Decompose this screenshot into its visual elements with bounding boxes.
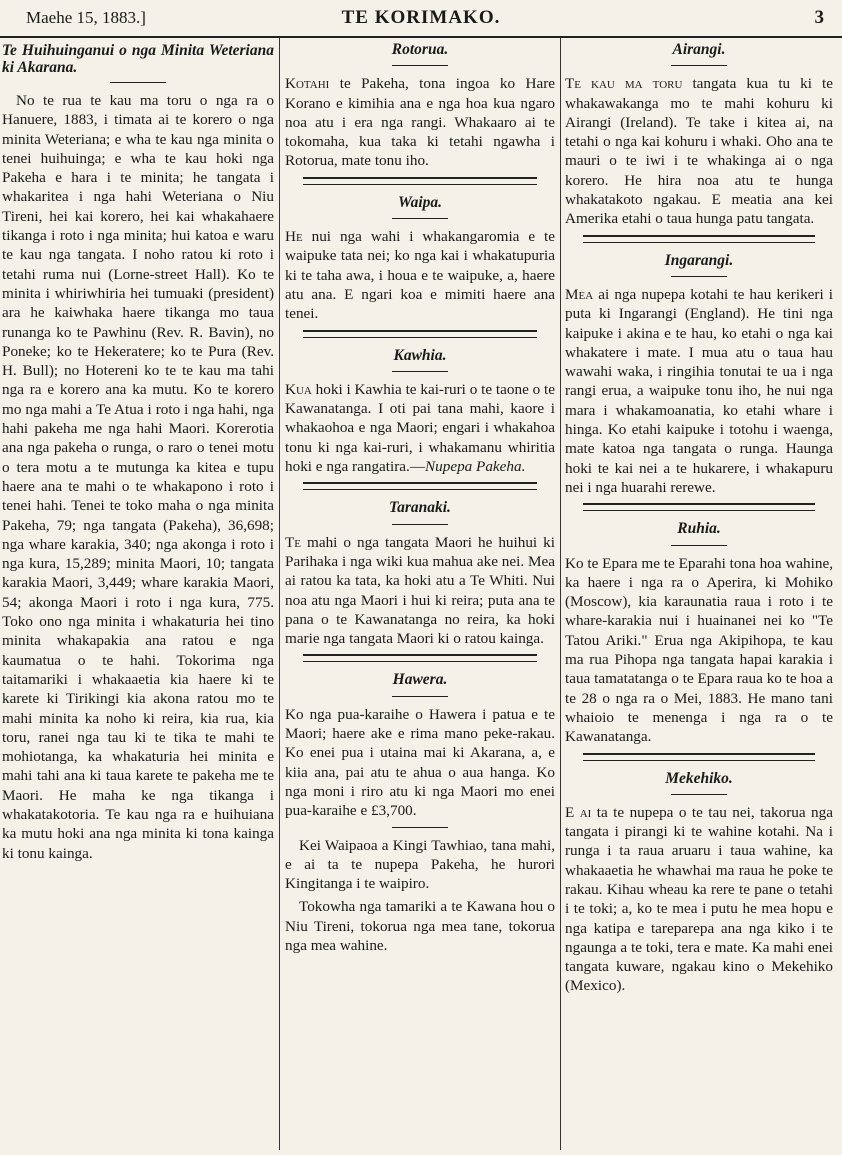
divider	[671, 545, 727, 546]
lead-word: Kua	[285, 380, 312, 398]
article-kawhia	[285, 380, 555, 476]
section-title-hawera: Hawera.	[392, 671, 448, 689]
section-title-airangi: Airangi.	[672, 41, 726, 58]
section-title-taranaki: Taranaki.	[389, 499, 451, 517]
divider	[110, 82, 166, 83]
divider	[392, 65, 448, 66]
column-divider	[560, 38, 561, 1150]
article-taranaki	[285, 533, 555, 649]
section-title-kawhia: Kawhia.	[393, 346, 447, 364]
lead-word: Kotahi	[285, 75, 330, 93]
page-header	[0, 0, 842, 38]
column-1	[2, 38, 274, 1150]
article-source: Nupepa Pakeha.	[425, 458, 526, 476]
divider	[671, 65, 727, 66]
section-divider	[303, 177, 537, 185]
lead-word: Te	[285, 533, 301, 551]
article-text: ta te nupepa o te tau nei, takorua nga tangata i pirangi ki te wahine kotahi. Na i runga i ta raua aruaru i taua wahine, ka whakaaetia he whawhai ma raua he poke te rakau. Kihau wheau ka rere te pane o tetahi i te toki; a, ko te mea i putu he mea hopu e nga katipa e tareparepa ana nga kiko i te ngaunga a te toki, tera e mate. Ka mahi enei tangata kuware, ngakau kino o Mekehiko (Mexico).	[565, 803, 833, 995]
article-tawhiao: Kei Waipaoa a Kingi Tawhiao, tana mahi, e ai ta te nupepa Pakeha, he hurori Kingitanga i te waipiro.	[285, 836, 555, 893]
section-title-waipa: Waipa.	[397, 193, 443, 211]
divider	[392, 371, 448, 372]
article-waipa	[285, 227, 555, 323]
article-text: mahi o nga tangata Maori he huihui ki Parihaka i nga wiki kua mahua ake nei. Mea ai ratou ka tata, ka hoki atu a Te Whiti. Nui noa atu nga Maori i hui ki reira; puta ana te pana o te Kawanatanga no reira, ka hoki marie nga tangata Maori ki o ratou kainga.	[285, 533, 555, 648]
divider	[392, 827, 448, 828]
section-divider	[303, 330, 537, 338]
lead-word: He	[285, 228, 303, 246]
divider	[392, 696, 448, 697]
divider	[671, 276, 727, 277]
divider	[392, 218, 448, 219]
section-title-ingarangi: Ingarangi.	[664, 251, 734, 269]
section-title-rotorua: Rotorua.	[391, 41, 449, 58]
article-text: ai nga nupepa kotahi te hau kerikeri i puta ki Ingarangi (England). He tini nga kaipuke i akina e te hau, ko etahi o nga kai whakatere i mate. I mua atu o taua hau wawahi waka, i ringihia tonutai te ua i nga rangi erua, a waipuke tonu iho, he nui nga mara i whakamoanatia, ko etahi whare i hinga. Ko etahi kaipuke i totohu i waenga, mate katoa nga tangata o runga. Haunga hoki te kai nei a te hukarere, i whakapuru nei i nga huarahi rerewe.	[565, 285, 833, 496]
article-text: tangata kua tu ki te whakawakanga mo te mahi kohuru ki Airangi (Ireland). Te take i kitea ai, na tetahi o nga kai kohuru i whaki. Oho ana te mauri o te iwi i te whakinga ai o nga korero. He hira noa atu te hunga whakatakoto ngakau. E meatia ana kei Amerika etahi o taua hunga patu tangata.	[565, 75, 833, 228]
lead-word: E ai	[565, 803, 592, 821]
lead-word: Mea	[565, 285, 594, 303]
article-governor: Tokowha nga tamariki a te Kawana hou o Niu Tireni, tokorua nga mea tane, tokorua nga mea wahine.	[285, 898, 555, 954]
section-divider	[583, 235, 815, 243]
column-2	[285, 38, 555, 1150]
section-title-mekehiko: Mekehiko.	[665, 769, 733, 787]
section-divider	[583, 503, 815, 511]
section-divider	[583, 753, 815, 761]
column-3	[565, 38, 833, 1150]
divider	[392, 524, 448, 525]
divider	[671, 794, 727, 795]
article-ingarangi	[565, 285, 833, 497]
article-mekehiko	[565, 803, 833, 996]
article-ruhia: Ko te Epara me te Eparahi tona hoa wahine, ka haere i nga ra o Aperira, ki Mohiko (Moscow), kia karaunatia raua i roto i te whare-karakia nui i huainanei nei ko "Te Tatou Ariki." Erua nga Akipihopa, te kau ma rua Pihopa nga tangata hapai karakia i taua tamatatanga o te Epara raua ko te hoa a te 28 o nga ra o Mei, 1883. He mano tani whaioio te menenga i nga ra o te Kawanatanga.	[565, 554, 833, 746]
newspaper-title: TE KORIMAKO.	[341, 7, 501, 28]
article-text: hoki i Kawhia te kai-ruri o te taone o te Kawanatanga. I oti pai tana mahi, kaore i whakaohoa e nga Maori; engari i whakahoa tonu ki nga kai-ruri, i whakamanu whiritia hoki e nga rangatira.—	[285, 380, 555, 476]
lead-word: Te kau ma toru	[565, 75, 683, 93]
article-rotorua	[285, 74, 555, 170]
article-hawera: Ko nga pua-karaihe o Hawera i patua e te Maori; haere ake e rima mano peke-rakau. Ko enei pua i utaina mai ki Akarana, a, e kiia ana, pai atu te ahua o aua hanga. Ko nga moni i riro atu ki nga Maori mo enei pua-karaihe e £3,700.	[285, 705, 555, 820]
section-divider	[303, 482, 537, 490]
article-text: te Pakeha, tona ingoa ko Hare Korano e kimihia ana e nga hoa kua ngaro noa atu i era nga rangi. Whakaaro ai te tokomaha, kua taka ki tetahi ngawha i Rotorua, mate tonu iho.	[285, 75, 555, 170]
section-divider	[303, 654, 537, 662]
page-number: 3	[814, 7, 824, 28]
column-divider	[279, 38, 280, 1150]
article-text: nui nga wahi i whakangaromia e te waipuke tata nei; ko nga kai i whakatupuria ki te taha awa, i houa e te waipuke, a, haere atu ana. E ngari koa e mimiti haere ana tenei.	[285, 228, 555, 323]
issue-date: Maehe 15, 1883.]	[26, 8, 146, 27]
section-title-ruhia: Ruhia.	[677, 520, 721, 538]
article-body: No te rua te kau ma toru o nga ra o Hanuere, 1883, i timata ai te korero o nga minita Weteriana; e wha te kau nga minita o tenei huihuinga; e wha te kau hoki nga Pakeha e hara i te minita; he tangata i whakaritea i nga hahi Weteriana o Niu Tireni, hei kai korero, hei kai whakahaere tikanga i roto i nga minita; hui katoa e waru te kau nga tangata. I noho ratou ki roto i tetahi ruma nui (Lorne-street Hall). Ko te minita i whiriwhiria hei tumuaki (president) ara he kaiwhaka haere tikanga mo taua runanga ko te Pawhinu (Rev. R. Bavin), no Poneke; ko te Hekeratere; ko te Pura (Rev. H. Bull); no Hotereni ko te te kau ma tahi nga ra e korero ana ka mutu. Ko te korero mo nga mahi a Te Atua i roto i nga hahi, nga hahi pakeha me nga hahi Maori. Korerotia ana nga pakeha o runga, o raro o tenei motu o tera motu a te mutunga ka kitea e tupu haere ana te mahi o te whakapono i roto i tenei hahi. Tenei te toko maha o nga minita Pakeha, 79; nga tangata (Pakeha), 36,698; nga whare karakia, 340; nga akonga i roto i nga kura, 15,289; minita Maori, 10; tangata karakia Maori, 3,449; whare karakia Maori, 54; akonga Maori i roto i nga kura, 775. Toko ono nga minita i whakaturia hei tino minita whakapakia ana ratou e nga kaumatua o te hahi. Tokorima nga taitamariki i whakaaetia kia haere ki te karete ki Tirikingi kia akona ratou mo te mahi minita ka noho ki reira, kia rua, kia toru, ranei nga tau ki te tika te mahi te mohiotanga, ka whakaturia hei minita e mahi tahi ana ki taua karete te pakeha me te Maori. He maha ke nga tikanga i whakatakotoria. Te kau nga ra e huihuiana ka mutu hoki ana nga minita ki tona kainga ki tonu kainga.	[2, 92, 274, 862]
article-airangi	[565, 74, 833, 228]
article-title: Te Huihuinganui o nga Minita Weteriana ki Akarana.	[2, 42, 274, 76]
